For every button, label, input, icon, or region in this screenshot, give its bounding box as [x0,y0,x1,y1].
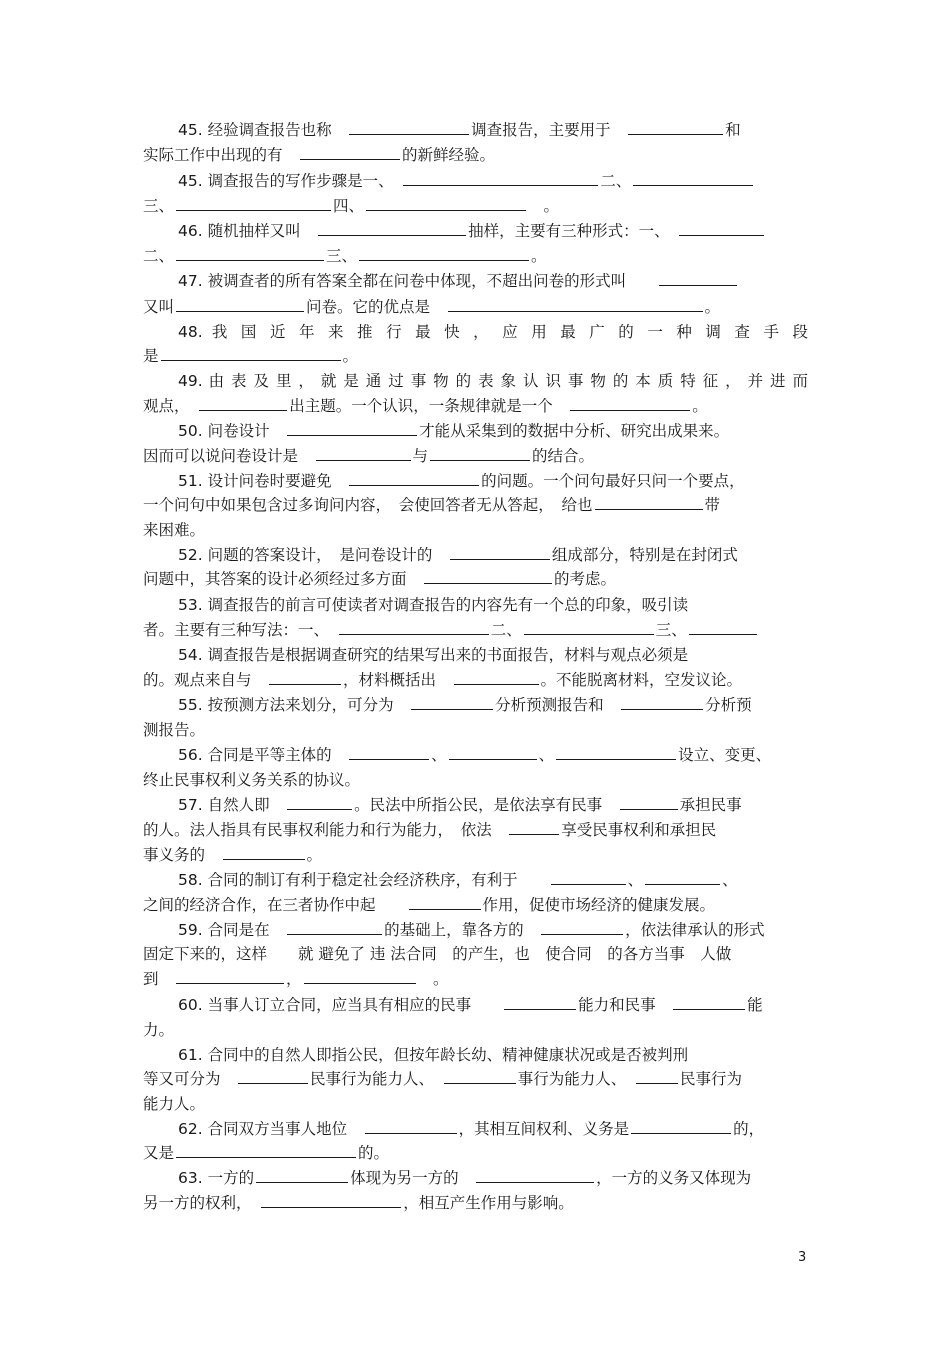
fill-in-blank[interactable] [304,967,416,984]
fill-in-blank[interactable] [631,1117,731,1134]
line-text: 一个问句中如果包含过多询问内容， 会使回答者无从答起， 给也 [143,496,593,514]
line-text: 45. 经验调查报告也称 [178,121,348,139]
fill-in-blank[interactable] [256,1166,348,1183]
text-line [143,1141,808,1165]
text-line [178,118,808,142]
line-text: 的人。法人指具有民事权利能力和行为能力， 依法 [143,821,508,839]
line-text: 民事行为能力人、 [310,1070,442,1088]
fill-in-blank[interactable] [454,668,539,685]
line-text: 设立、变更、 [678,746,772,764]
fill-in-blank[interactable] [450,543,550,560]
text-line [178,269,808,293]
fill-in-blank[interactable] [524,618,654,635]
fill-in-blank[interactable] [238,1067,308,1084]
line-text: 与 [412,447,429,465]
fill-in-blank[interactable] [199,394,287,411]
text-line [143,194,808,218]
fill-in-blank[interactable] [223,843,305,860]
line-text: 抽样，主要有三种形式：一、 [468,222,678,240]
fill-in-blank[interactable] [509,818,559,835]
line-text: 、 [627,871,644,889]
fill-in-blank[interactable] [449,743,537,760]
line-text: 又叫 [143,298,175,316]
line-text: 57. 自然人即 [178,796,286,814]
line-text: 。 [417,970,449,988]
line-text: 55. 按预测方法来划分，可分为 [178,696,410,714]
fill-in-blank[interactable] [176,295,304,312]
fill-in-blank[interactable] [679,219,764,236]
text-line [178,593,808,617]
line-text: 分析预测报告和 [495,696,620,714]
line-text: ，依法律承认的形式 [625,921,765,939]
text-line [143,618,808,642]
text-line [178,219,808,243]
line-text: 民事行为 [680,1070,743,1088]
line-text: 、 [722,871,738,889]
line-text: 的。 [358,1144,390,1162]
line-text: 四、 [333,197,365,215]
line-text: 测报告。 [143,721,206,739]
text-line [143,444,808,468]
line-text: 等又可分为 [143,1070,237,1088]
line-text: 享受民事权利和承担民 [561,821,717,839]
fill-in-blank[interactable] [287,419,417,436]
line-text: 能 [747,996,763,1014]
fill-in-blank[interactable] [349,118,469,135]
line-text: 58. 合同的制订有利于稳定社会经济秩序，有利于 [178,871,549,889]
text-line [178,469,808,493]
fill-in-blank[interactable] [287,793,352,810]
text-line [143,344,808,368]
text-line [143,1067,808,1091]
fill-in-blank[interactable] [673,993,745,1010]
line-text: 三、 [326,247,358,265]
line-text: 。 [528,197,560,215]
line-text: 。 [692,397,708,415]
text-line [143,518,808,542]
line-text: 实际工作中出现的有 [143,146,299,164]
line-text: 二、 [600,172,632,190]
fill-in-blank[interactable] [261,1191,401,1208]
text-line [178,543,808,567]
text-line [178,793,808,817]
line-text: 体现为另一方的 [350,1169,475,1187]
line-text: 作用，促使市场经济的健康发展。 [482,896,716,914]
fill-in-blank[interactable] [359,244,529,261]
line-text: 的新鲜经验。 [402,146,496,164]
fill-in-blank[interactable] [628,118,723,135]
line-text: 终止民事权利义务关系的协议。 [143,771,361,789]
fill-in-blank[interactable] [287,918,382,935]
text-line [178,369,808,393]
text-line [143,967,808,991]
line-text: 47. 被调查者的所有答案全都在问卷中体现，不超出问卷的形式叫 [178,272,658,290]
fill-in-blank[interactable] [176,1141,356,1158]
fill-in-blank[interactable] [476,1166,594,1183]
line-text: 63. 一方的 [178,1169,255,1187]
text-line [143,1092,808,1116]
line-text: ， [286,970,302,988]
fill-in-blank[interactable] [339,618,489,635]
text-line [178,320,808,344]
line-text: 和 [725,121,741,139]
fill-in-blank[interactable] [365,1117,457,1134]
line-text: 二、 [143,247,175,265]
fill-in-blank[interactable] [366,194,526,211]
line-text: 的结合。 [532,447,595,465]
text-line [178,868,808,892]
fill-in-blank[interactable] [411,693,493,710]
line-text: 调查报告，主要用于 [471,121,627,139]
text-line [143,718,808,742]
line-text: 61. 合同中的自然人即指公民，但按年龄长幼、精神健康状况或是否被判刑 [178,1046,689,1064]
line-text: 才能从采集到的数据中分析、研究出成果来。 [419,422,730,440]
fill-in-blank[interactable] [349,743,429,760]
text-line [178,1117,808,1141]
text-line [143,143,808,167]
page-number: 3 [798,1250,807,1265]
line-text: 53. 调查报告的前言可使读者对调查报告的内容先有一个总的印象，吸引读 [178,596,689,614]
fill-in-blank[interactable] [570,394,690,411]
text-line [178,743,808,767]
fill-in-blank[interactable] [444,1067,516,1084]
line-text: 。 [306,846,323,864]
line-text: 的问题。一个问句最好只问一个要点， [481,472,745,490]
fill-in-blank[interactable] [176,244,324,261]
line-text: 因而可以说问卷设计是 [143,447,314,465]
line-text: 59. 合同是在 [178,921,286,939]
line-text: 能力和民事 [578,996,672,1014]
line-text: 另一方的权利， [143,1194,260,1212]
line-text: 的。观点来自与 [143,671,268,689]
line-text: 、 [538,746,555,764]
line-text: 之间的经济合作，在三者协作中起 [143,896,407,914]
text-line [143,493,808,517]
line-text: 。民法中所指公民，是依法享有民事 [354,796,618,814]
text-line [178,993,808,1017]
line-text: 50. 问卷设计 [178,422,286,440]
fill-in-blank[interactable] [633,169,753,186]
line-text: 54. 调查报告是根据调查研究的结果写出来的书面报告，材料与观点必须是 [178,646,689,664]
text-line [143,394,808,418]
line-text: 到 [143,970,175,988]
line-text: 48. 我 国 近 年 来 推 行 最 快 ， 应 用 最 广 的 一 种 调 查 手 段 [178,323,808,341]
fill-in-blank[interactable] [409,893,481,910]
line-text: 力。 [143,1021,175,1039]
line-text: 观点， [143,397,198,415]
line-text: 组成部分，特别是在封闭式 [551,546,738,564]
line-text: 51. 设计问卷时要避免 [178,472,348,490]
fill-in-blank[interactable] [430,444,530,461]
line-text: 。 [342,347,359,365]
fill-in-blank[interactable] [448,295,703,312]
line-text: 能力人。 [143,1095,206,1113]
text-line [178,419,808,443]
fill-in-blank[interactable] [504,993,576,1010]
fill-in-blank[interactable] [403,169,598,186]
line-text: 二、 [490,621,522,639]
line-text: ，其相互间权利、义务是 [458,1120,630,1138]
fill-in-blank[interactable] [645,868,720,885]
line-text: 。 [704,298,721,316]
line-text: 60. 当事人订立合同，应当具有相应的民事 [178,996,503,1014]
line-text: 承担民事 [679,796,742,814]
text-line [178,1166,808,1190]
line-text: 事义务的 [143,846,221,864]
line-text: 56. 合同是平等主体的 [178,746,348,764]
fill-in-blank[interactable] [316,444,411,461]
line-text: 三、 [143,197,175,215]
text-line [143,768,808,792]
fill-in-blank[interactable] [161,344,341,361]
fill-in-blank[interactable] [595,493,703,510]
line-text: 出主题。一个认识，一条规律就是一个 [289,397,569,415]
text-line [143,818,808,842]
line-text: ，材料概括出 [343,671,452,689]
text-line [143,1191,808,1215]
line-text: 来困难。 [143,521,206,539]
line-text: 带 [704,496,721,514]
line-text: 又是 [143,1144,175,1162]
line-text: 52. 问题的答案设计， 是问卷设计的 [178,546,448,564]
fill-in-blank[interactable] [636,1067,678,1084]
line-text: 45. 调查报告的写作步骤是一、 [178,172,402,190]
line-text: 49. 由 表 及 里 ， 就 是 通 过 事 物 的 表 象 认 识 事 物 的 本 质 特 征 ， 并 进 而 [178,372,808,390]
fill-in-blank[interactable] [659,269,737,286]
text-line [143,244,808,268]
fill-in-blank[interactable] [176,194,331,211]
line-text: 的， [733,1120,765,1138]
fill-in-blank[interactable] [621,693,703,710]
text-line [178,918,808,942]
line-text: 62. 合同双方当事人地位 [178,1120,363,1138]
line-text: 问题中，其答案的设计必须经过多方面 [143,570,423,588]
fill-in-blank[interactable] [300,143,400,160]
fill-in-blank[interactable] [318,219,466,236]
fill-in-blank[interactable] [269,668,341,685]
line-text: 固定下来的，这样 就 避免了 违 法合同 的产生，也 使合同 的各方当事 人做 [143,945,732,963]
line-text: 三、 [655,621,687,639]
text-line [143,942,808,966]
line-text: 的基础上，靠各方的 [384,921,540,939]
text-line [143,893,808,917]
line-text: ，一方的义务又体现为 [596,1169,752,1187]
line-text: 。不能脱离材料，空发议论。 [540,671,743,689]
fill-in-blank[interactable] [424,567,552,584]
line-text: 事行为能力人、 [517,1070,635,1088]
text-line [178,693,808,717]
text-line [143,668,808,692]
text-line [143,295,808,319]
text-line [143,843,808,867]
line-text: 问卷。它的优点是 [306,298,446,316]
fill-in-blank[interactable] [176,967,284,984]
line-text: 、 [431,746,447,764]
fill-in-blank[interactable] [551,868,626,885]
line-text: 者。主要有三种写法：一、 [143,621,337,639]
line-text: 是 [143,347,159,365]
text-line [178,169,808,193]
line-text: 分析预 [705,696,752,714]
text-line [178,1043,808,1067]
line-text: 46. 随机抽样又叫 [178,222,317,240]
text-line [143,567,808,591]
fill-in-blank[interactable] [556,743,676,760]
fill-in-blank[interactable] [541,918,623,935]
text-line [178,643,808,667]
text-line [143,1018,808,1042]
line-text: 。 [531,247,547,265]
line-text: 的考虑。 [554,570,617,588]
line-text: ，相互产生作用与影响。 [403,1194,574,1212]
fill-in-blank[interactable] [620,793,678,810]
fill-in-blank[interactable] [349,469,479,486]
fill-in-blank[interactable] [689,618,757,635]
